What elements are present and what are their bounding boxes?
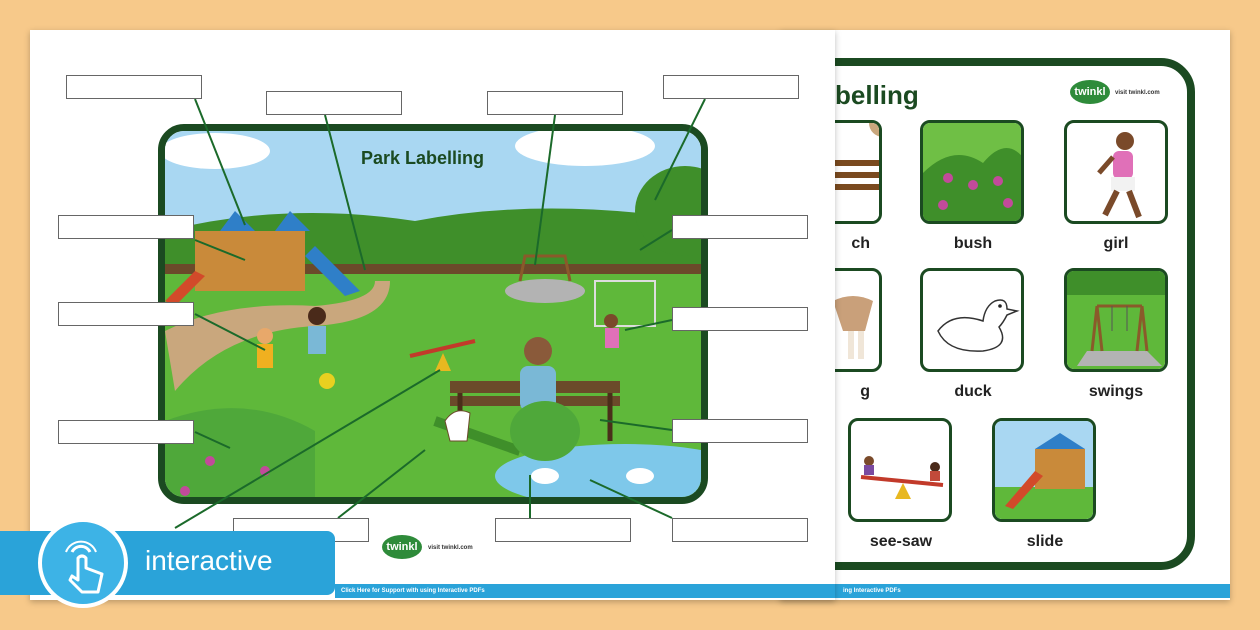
- label-box-fence[interactable]: [266, 91, 402, 115]
- support-bar[interactable]: Click Here for Support with using Interactive PDFs: [335, 584, 835, 598]
- label-box-slide[interactable]: [66, 75, 202, 99]
- back-sheet-title: belling: [835, 80, 919, 110]
- card-label: girl: [1103, 235, 1129, 252]
- tap-hand-icon: [38, 518, 128, 608]
- card-label: duck: [954, 383, 992, 400]
- twinkl-logo: twinkl: [382, 535, 422, 559]
- card-label: swings: [1088, 383, 1144, 400]
- label-box-right-2[interactable]: [672, 307, 808, 331]
- scene-title: Park Labelling: [361, 148, 485, 168]
- label-box-left-2[interactable]: [58, 302, 194, 326]
- card-label: see-saw: [869, 533, 933, 550]
- card-label: g: [860, 383, 870, 400]
- label-box-left-1[interactable]: [58, 215, 194, 239]
- interactive-label: interactive: [145, 545, 273, 576]
- label-box-tree[interactable]: [663, 75, 799, 99]
- label-box-right-3[interactable]: [672, 419, 808, 443]
- twinkl-url: visit twinkl.com: [1115, 90, 1160, 96]
- label-box-bottom-3[interactable]: [672, 518, 808, 542]
- twinkl-url: visit twinkl.com: [428, 545, 473, 551]
- back-support-bar[interactable]: ing Interactive PDFs: [835, 584, 1230, 598]
- card-label: bush: [953, 235, 993, 252]
- twinkl-logo: twinkl: [1070, 80, 1110, 104]
- label-box-left-3[interactable]: [58, 420, 194, 444]
- label-box-swings[interactable]: [487, 91, 623, 115]
- label-box-right-1[interactable]: [672, 215, 808, 239]
- card-label: ch: [851, 235, 870, 252]
- label-box-bottom-2[interactable]: [495, 518, 631, 542]
- card-label: slide: [1026, 533, 1064, 550]
